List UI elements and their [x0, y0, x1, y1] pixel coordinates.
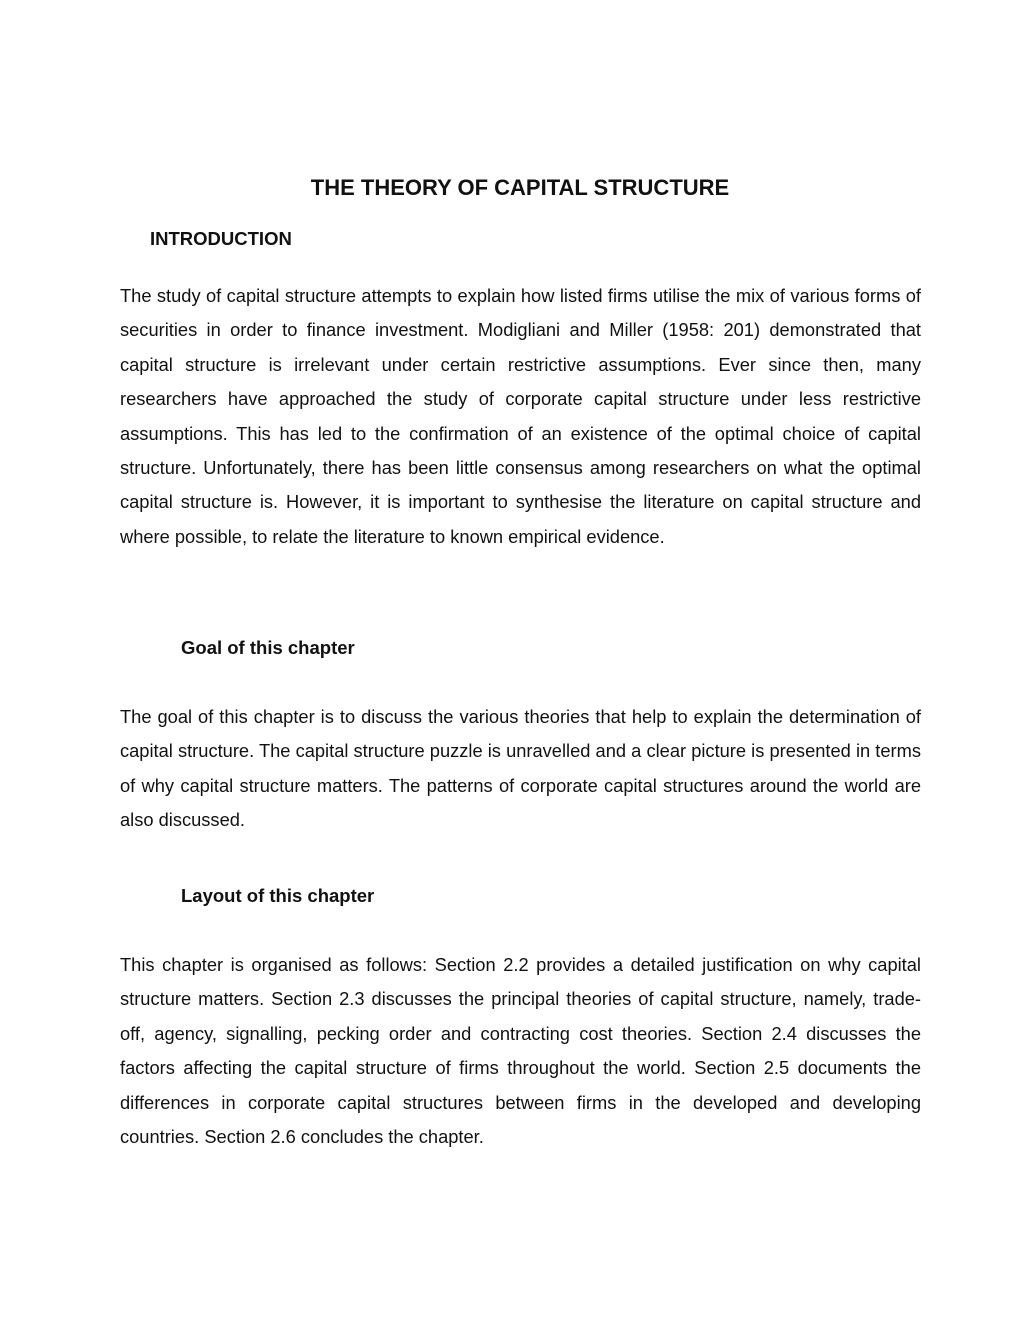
goal-paragraph: The goal of this chapter is to discuss the various theories that help to explain the determination of capital structure. The capital structure puzzle is unravelled and a clear picture is presented in terms of why capital structure matters. The patterns of corporate capital structures around the world are also discussed.	[120, 706, 921, 831]
section-heading-goal: Goal of this chapter	[181, 637, 355, 658]
introduction-paragraph: The study of capital structure attempts to explain how listed firms utilise the mix of various forms of securities in order to finance investment. Modigliani and Miller (1958: 201) demonstrated that capital structure is irrelevant under certain restrictive assumptions. Ever since then, many researchers have approached the study of corporate capital structure under less restrictive assumptions. This has led to the confirmation of an existence of the optimal choice of capital structure. Unfortunately, there has been little consensus among researchers on what the optimal capital structure is. However, it is important to synthesise the literature on capital structure and where possible, to relate the literature to known empirical evidence.	[120, 285, 921, 547]
section-heading-layout: Layout of this chapter	[181, 885, 375, 906]
document-title: THE THEORY OF CAPITAL STRUCTURE	[310, 175, 730, 200]
section-heading-introduction: INTRODUCTION	[150, 228, 292, 249]
layout-paragraph: This chapter is organised as follows: Section 2.2 provides a detailed justification on why capital structure matters. Section 2.3 discusses the principal theories of capital structure, namely, trade-off, agency, signalling, pecking order and contracting cost theories. Section 2.4 discusses the factors affecting the capital structure of firms throughout the world. Section 2.5 documents the differences in corporate capital structures between firms in the developed and developing countries. Section 2.6 concludes the chapter.	[120, 954, 921, 1148]
